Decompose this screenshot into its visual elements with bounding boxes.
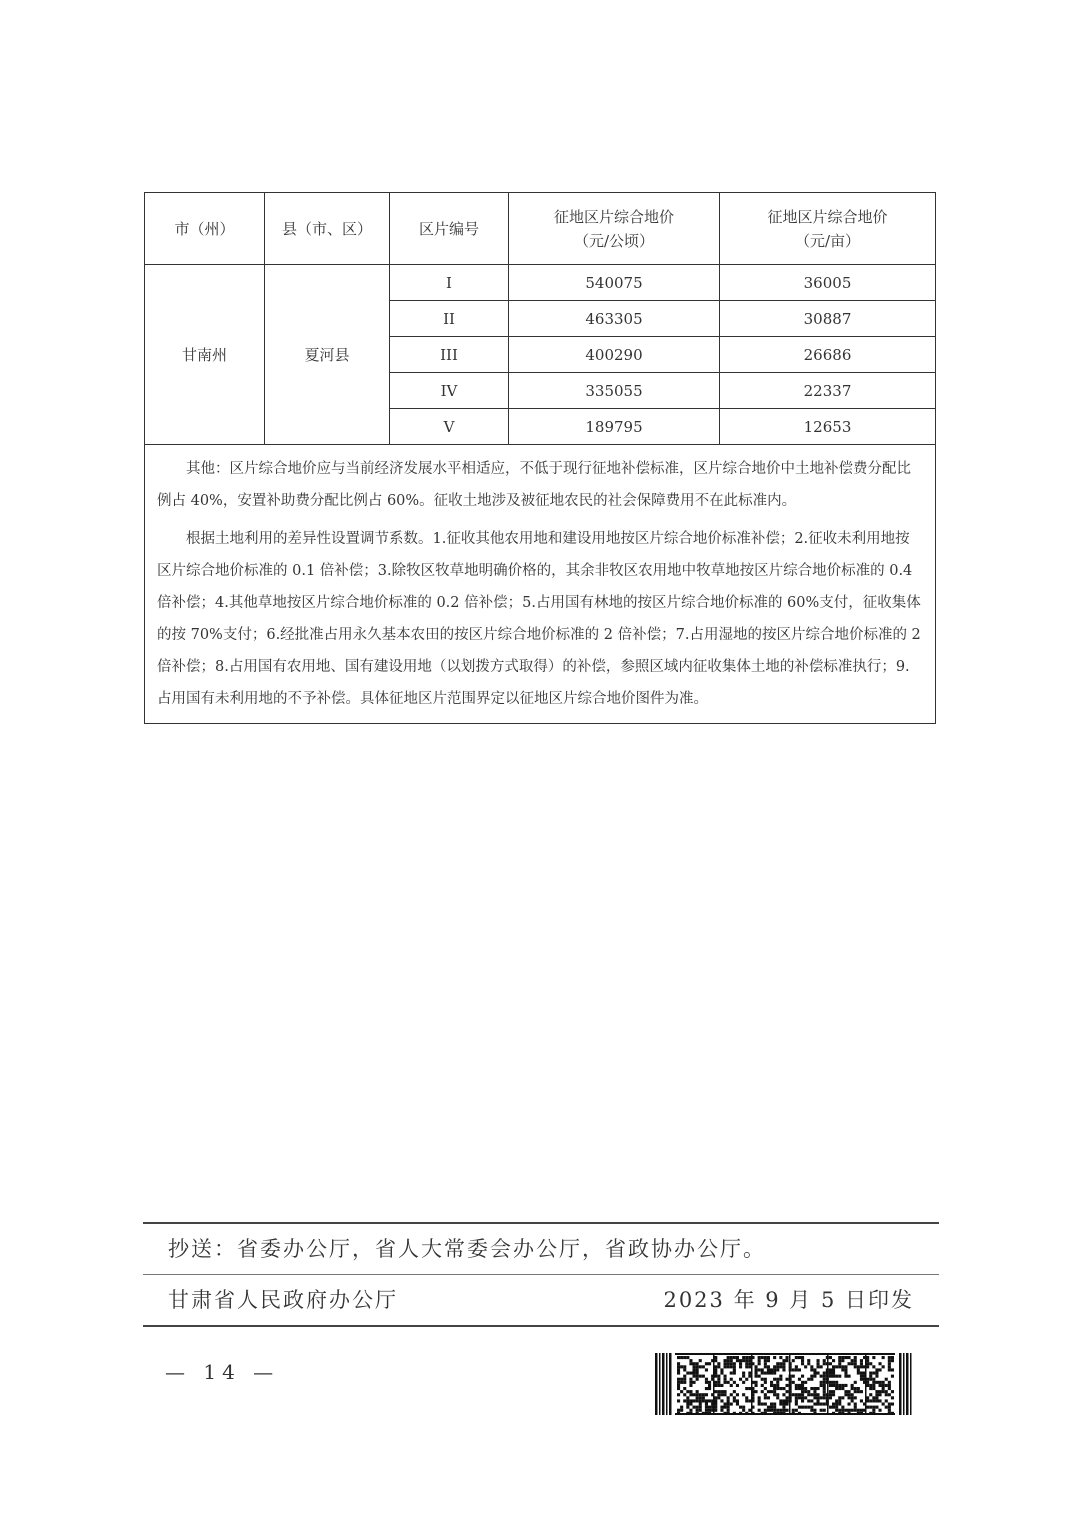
price-hectare-cell: 463305 (509, 301, 720, 337)
zone-cell: III (390, 337, 509, 373)
header-county: 县（市、区） (265, 193, 390, 265)
price-mu-cell: 22337 (720, 373, 936, 409)
city-cell: 甘南州 (145, 265, 265, 445)
zone-cell: IV (390, 373, 509, 409)
header-price-hectare (509, 193, 720, 265)
barcode-icon (655, 1353, 913, 1415)
issue-line (143, 1275, 939, 1325)
price-hectare-cell: 189795 (509, 409, 720, 445)
table-header-row (145, 193, 936, 265)
zone-cell: II (390, 301, 509, 337)
county-cell: 夏河县 (265, 265, 390, 445)
table-row (145, 265, 936, 301)
price-hectare-cell: 540075 (509, 265, 720, 301)
header-price-hectare-line1: 征地区片综合地价 (553, 207, 674, 226)
header-price-mu-line1: 征地区片综合地价 (767, 207, 888, 226)
header-price-hectare-line2: （元/公顷） (573, 231, 655, 250)
bottom-rule (143, 1325, 939, 1327)
price-mu-cell: 12653 (720, 409, 936, 445)
price-hectare-cell: 335055 (509, 373, 720, 409)
header-city: 市（州） (145, 193, 265, 265)
issuer: 甘肃省人民政府办公厅 (168, 1288, 398, 1312)
price-mu-cell: 36005 (720, 265, 936, 301)
header-price-mu (720, 193, 936, 265)
cc-line: 抄送：省委办公厅，省人大常委会办公厅，省政协办公厅。 (168, 1237, 766, 1261)
note-paragraph-other: 其他：区片综合地价应与当前经济发展水平相适应，不低于现行征地补偿标准，区片综合地价中土地补偿费分配比例占 40%，安置补助费分配比例占 60%。征收土地涉及被征地农民的社会保障费用不在此标准内。 (157, 461, 911, 509)
price-hectare-cell: 400290 (509, 337, 720, 373)
notes-row (145, 445, 936, 724)
land-price-table (144, 192, 936, 724)
header-price-mu-line2: （元/亩） (794, 231, 861, 250)
header-zone-no: 区片编号 (390, 193, 509, 265)
notes-cell (145, 445, 936, 724)
price-mu-cell: 26686 (720, 337, 936, 373)
zone-cell: I (390, 265, 509, 301)
zone-cell: V (390, 409, 509, 445)
issue-date: 2023 年 9 月 5 日印发 (663, 1288, 914, 1312)
price-mu-cell: 30887 (720, 301, 936, 337)
page-number: — 14 — (165, 1360, 280, 1384)
distribution-block (143, 1222, 939, 1327)
note-paragraph-coefficients: 根据土地利用的差异性设置调节系数。1.征收其他农用地和建设用地按区片综合地价标准补偿；2.征收未利用地按区片综合地价标准的 0.1 倍补偿；3.除牧区牧草地明确价格的，其余非牧区农用地中牧草地按区片综合地价标准的 0.4 倍补偿；4.其他草地按区片综合地价标准的 0.2 倍补偿；5.占用国有林地的按区片综合地价标准的 60%支付，征收集体的按 70%支付；6.经批准占用永久基本农田的按区片综合地价标准的 2 倍补偿；7.占用湿地的按区片综合地价标准的 2 倍补偿；8.占用国有农用地、国有建设用地（以划拨方式取得）的补偿，参照区域内征收集体土地的补偿标准执行；9.占用国有未利用地的不予补偿。具体征地区片范围界定以征地区片综合地价图件为准。 (157, 531, 921, 707)
